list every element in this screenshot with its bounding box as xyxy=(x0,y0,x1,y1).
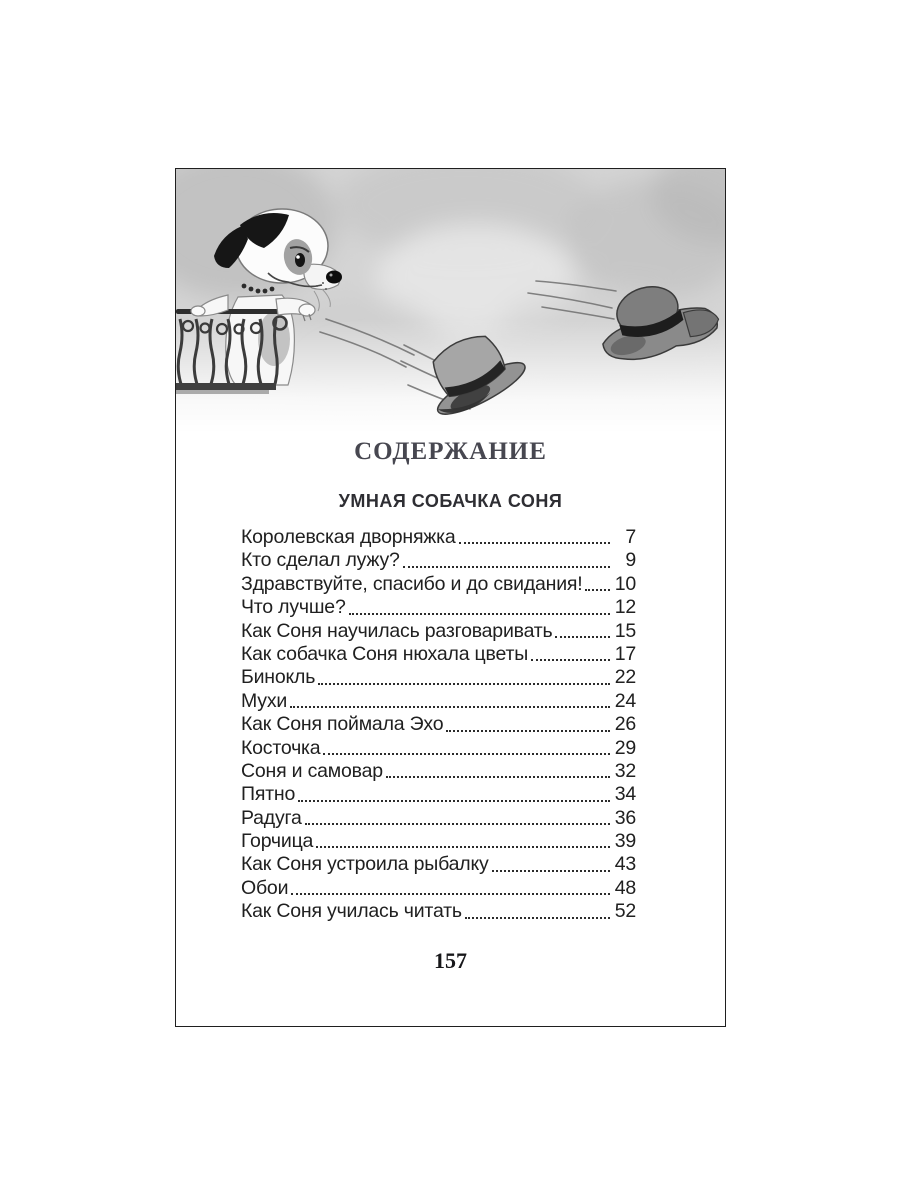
toc-entry-title: Королевская дворняжка xyxy=(241,526,456,548)
toc-list xyxy=(241,526,636,924)
toc-entry xyxy=(241,573,636,596)
toc-dot-leader xyxy=(492,870,610,872)
toc-entry-title: Пятно xyxy=(241,783,296,806)
toc-entry-title: Соня и самовар xyxy=(241,759,383,782)
toc-entry xyxy=(241,526,636,549)
toc-entry-title: Радуга xyxy=(241,806,302,829)
toc-entry-page: 43 xyxy=(614,853,636,876)
toc-entry xyxy=(241,713,636,736)
toc-entry-title: Что лучше? xyxy=(241,596,346,619)
toc-dot-leader xyxy=(386,776,610,778)
toc-entry-title: Горчица xyxy=(241,830,314,853)
toc-entry-title: Как Соня училась читать xyxy=(241,900,462,923)
toc-dot-leader xyxy=(459,542,610,544)
toc-entry xyxy=(241,900,636,923)
toc-entry-title: Мухи xyxy=(241,689,288,712)
contents-title: СОДЕРЖАНИЕ xyxy=(354,438,547,465)
toc-dot-leader xyxy=(323,753,610,755)
toc-dot-leader xyxy=(349,613,610,615)
toc-entry-title: Косточка xyxy=(241,736,321,759)
toc-entry-title: Как Соня поймала Эхо xyxy=(241,713,444,736)
toc-entry xyxy=(241,666,636,689)
toc-entry-page: 39 xyxy=(614,830,636,853)
toc-entry-page: 24 xyxy=(614,689,636,712)
toc-entry-page: 32 xyxy=(614,759,636,782)
toc-entry xyxy=(241,760,636,783)
toc-entry xyxy=(241,620,636,643)
toc-entry-page: 52 xyxy=(614,900,636,923)
section-heading: УМНАЯ СОБАЧКА СОНЯ xyxy=(338,491,563,511)
toc-entry-title: Как Соня устроила рыбалку xyxy=(241,853,489,876)
toc-entry-title: Бинокль xyxy=(241,666,316,689)
toc-entry-page: 17 xyxy=(614,642,636,665)
toc-entry xyxy=(241,549,636,572)
toc-entry-title: Как Соня научилась разговаривать xyxy=(241,619,553,642)
toc-dot-leader xyxy=(531,659,610,661)
toc-entry xyxy=(241,783,636,806)
toc-entry-page: 22 xyxy=(614,666,636,689)
toc-entry-page: 36 xyxy=(614,806,636,829)
toc-entry-page: 34 xyxy=(614,783,636,806)
toc-dot-leader xyxy=(585,589,610,591)
toc-entry xyxy=(241,643,636,666)
toc-entry xyxy=(241,853,636,876)
toc-entry xyxy=(241,596,636,619)
book-page xyxy=(175,168,726,1027)
toc-dot-leader xyxy=(291,893,610,895)
toc-entry xyxy=(241,830,636,853)
toc-dot-leader xyxy=(403,566,610,568)
toc-entry-page: 29 xyxy=(614,736,636,759)
toc-entry xyxy=(241,737,636,760)
toc-dot-leader xyxy=(465,917,610,919)
toc-dot-leader xyxy=(318,683,610,685)
toc-entry-title: Здравствуйте, спасибо и до свидания! xyxy=(241,572,583,595)
toc-dot-leader xyxy=(555,636,610,638)
toc-entry-page: 10 xyxy=(614,572,636,595)
toc-dot-leader xyxy=(305,823,610,825)
toc-entry-title: Как собачка Соня нюхала цветы xyxy=(241,642,529,665)
toc-entry-page: 7 xyxy=(625,526,636,548)
toc-dot-leader xyxy=(446,730,610,732)
toc-entry-title: Обои xyxy=(241,876,289,899)
toc-entry xyxy=(241,807,636,830)
toc-entry-page: 48 xyxy=(614,876,636,899)
toc-entry xyxy=(241,690,636,713)
toc-dot-leader xyxy=(316,846,610,848)
toc-dot-leader xyxy=(298,800,610,802)
toc-entry-page: 12 xyxy=(614,596,636,619)
toc-entry-page: 9 xyxy=(625,549,636,572)
toc-entry xyxy=(241,877,636,900)
toc-entry-title: Кто сделал лужу? xyxy=(241,549,400,572)
page-number: 157 xyxy=(434,947,467,973)
toc-entry-page: 26 xyxy=(614,713,636,736)
toc-entry-page: 15 xyxy=(614,619,636,642)
illustration-dog-and-hats xyxy=(176,169,725,433)
toc-dot-leader xyxy=(290,706,610,708)
